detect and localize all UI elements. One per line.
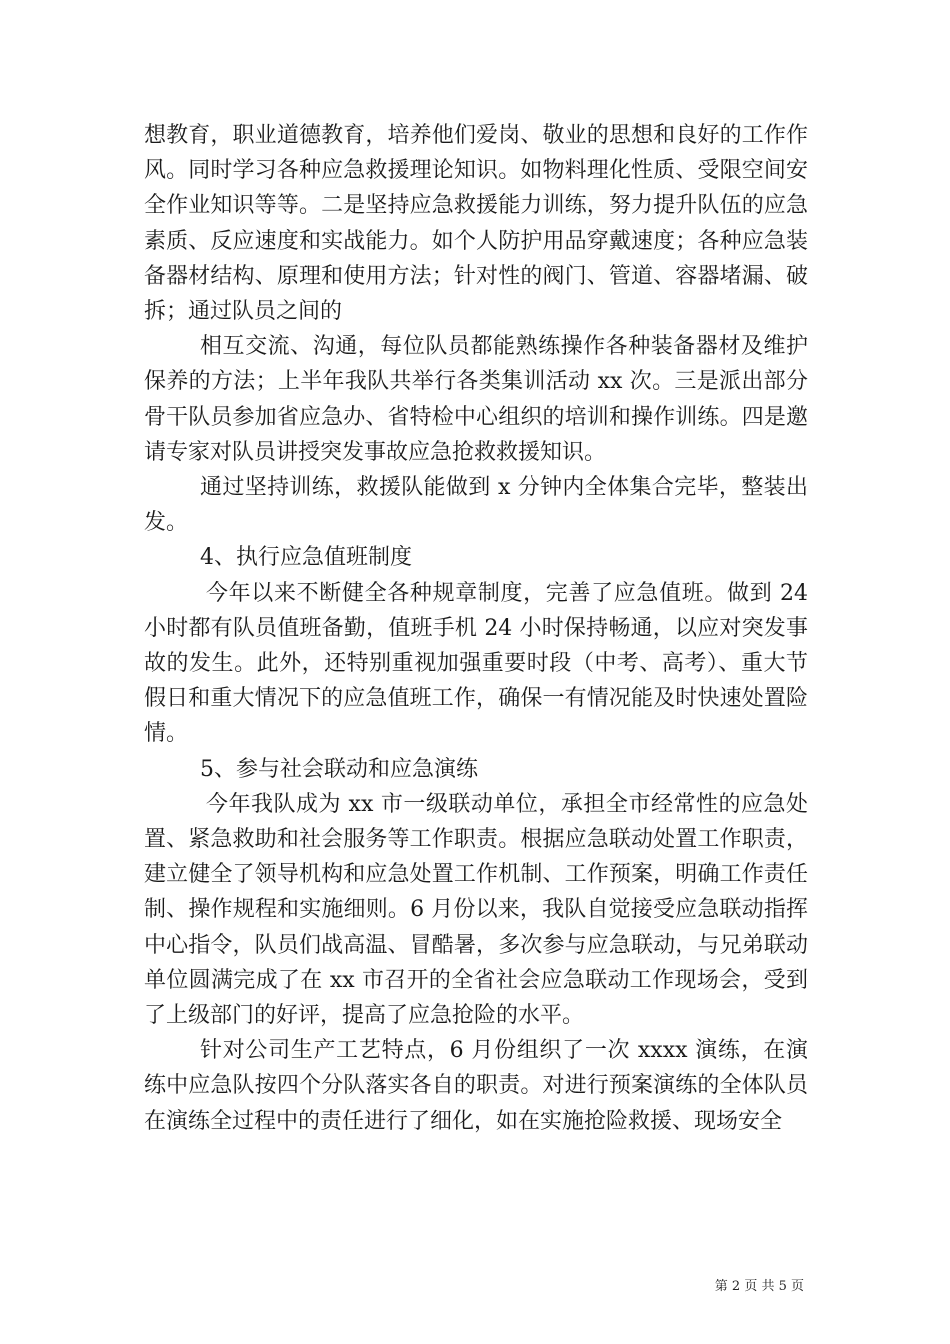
- paragraph-1: 想教育，职业道德教育，培养他们爱岗、敬业的思想和良好的工作作风。同时学习各种应急救援理论知识。如物料理化性质、受限空间安全作业知识等等。二是坚持应急救援能力训练，努力提升队伍的应急素质、反应速度和实战能力。如个人防护用品穿戴速度；各种应急装备器材结构、原理和使用方法；针对性的阀门、管道、容器堵漏、破拆；通过队员之间的: [144, 123, 808, 325]
- paragraph-3: 通过坚持训练，救援队能做到 x 分钟内全体集合完毕，整装出发。: [144, 475, 808, 536]
- body-text: [144, 118, 808, 1139]
- paragraph-4: 今年以来不断健全各种规章制度，完善了应急值班。做到 24 小时都有队员值班备勤，值班手机 24 小时保持畅通，以应对突发事故的发生。此外，还特别重视加强重要时段（中考、高考）、重大节假日和重大情况下的应急值班工作，确保一有情况能及时快速处置险情。: [144, 580, 808, 747]
- section-heading-5: 5、参与社会联动和应急演练: [200, 756, 478, 782]
- section-heading-4: 4、执行应急值班制度: [200, 545, 412, 571]
- paragraph-2: 相互交流、沟通，每位队员都能熟练操作各种装备器材及维护保养的方法；上半年我队共举行各类集训活动 xx 次。三是派出部分骨干队员参加省应急办、省特检中心组织的培训和操作训练。四是邀请专家对队员讲授突发事故应急抢救救援知识。: [144, 334, 808, 465]
- paragraph-5: 今年我队成为 xx 市一级联动单位，承担全市经常性的应急处置、紧急救助和社会服务等工作职责。根据应急联动处置工作职责，建立健全了领导机构和应急处置工作机制、工作预案，明确工作责任制、操作规程和实施细则。6 月份以来，我队自觉接受应急联动指挥中心指令，队员们战高温、冒酷暑，多次参与应急联动，与兄弟联动单位圆满完成了在 xx 市召开的全省社会应急联动工作现场会，受到了上级部门的好评，提高了应急抢险的水平。: [144, 791, 808, 1029]
- paragraph-6: 针对公司生产工艺特点，6 月份组织了一次 xxxx 演练，在演练中应急队按四个分队落实各自的职责。对进行预案演练的全体队员在演练全过程中的责任进行了细化，如在实施抢险救援、现场安全: [144, 1038, 808, 1134]
- page-number: 第 2 页 共 5 页: [714, 1279, 804, 1294]
